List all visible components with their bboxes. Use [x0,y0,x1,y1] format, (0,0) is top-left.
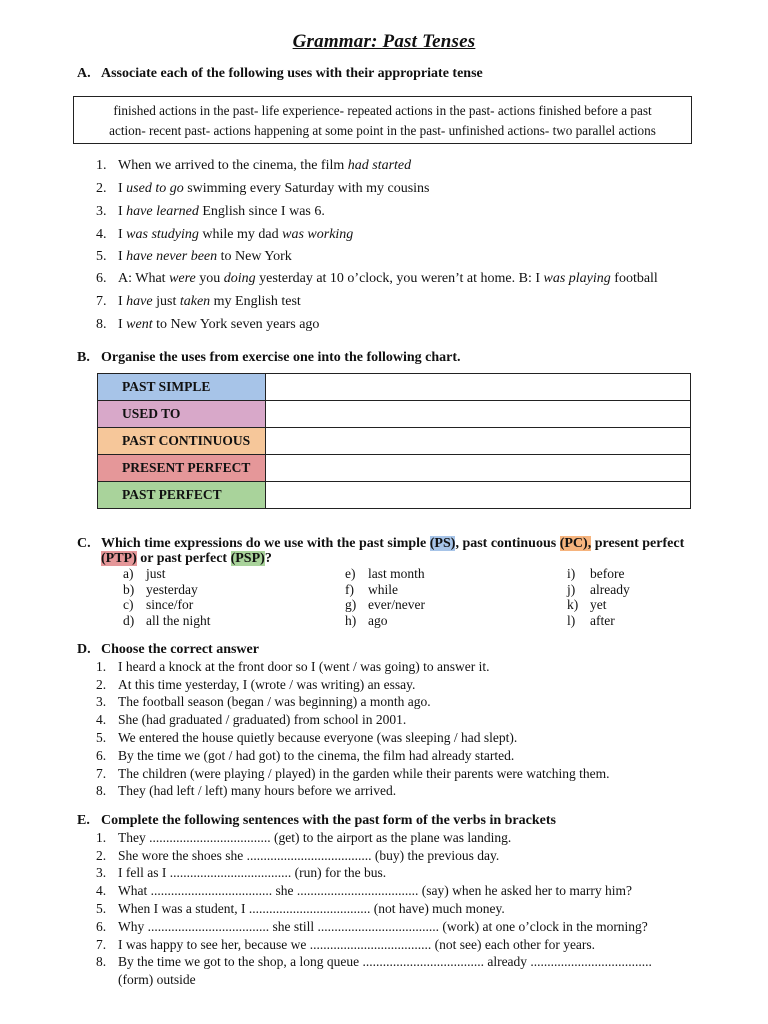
section-letter: C. [77,536,91,551]
list-item: 8. I went to New York seven years ago [96,317,320,332]
list-item: 1. When we arrived to the cinema, the film had started [96,158,412,173]
chart-label-used-to: USED TO [98,401,266,428]
chart-label-past-continuous: PAST CONTINUOUS [98,428,266,455]
list-item: 4. What .................................... she .................................... (say) when he asked her to marry him? [96,883,633,898]
list-item: 7. I was happy to see her, because we .................................... (not see) each other for years. [96,937,596,952]
list-item: 5. I have never been to New York [96,249,292,264]
section-letter: D. [77,642,91,657]
chart-answer-cell[interactable] [266,428,691,455]
list-item: a) just [123,566,166,581]
tag-ps: (PS) [429,536,456,551]
list-item: 6. A: What were you doing yesterday at 10 o’clock, you weren’t at home. B: I was playing football [96,271,658,286]
list-item: i) before [567,566,625,581]
chart-answer-cell[interactable] [266,374,691,401]
list-item: 6. By the time we (got / had got) to the cinema, the film had already started. [96,748,515,763]
section-heading-text: Associate each of the following uses with their appropriate tense [101,66,483,81]
section-heading-text: Complete the following sentences with the past form of the verbs in brackets [101,813,556,828]
uses-box [73,96,692,144]
section-letter: A. [77,66,91,81]
section-d-heading [77,642,259,658]
chart-row [98,482,691,509]
list-item: f) while [345,582,398,597]
list-item: h) ago [345,613,388,628]
chart-label-past-perfect: PAST PERFECT [98,482,266,509]
list-item: l) after [567,613,615,628]
list-item: 7. The children (were playing / played) in the garden while their parents were watching them. [96,766,610,781]
list-item: b) yesterday [123,582,198,597]
list-item: k) yet [567,597,607,612]
list-item-continuation: (form) outside [118,972,196,987]
tense-chart [97,373,691,509]
list-item: 4. I was studying while my dad was working [96,227,354,242]
list-item: g) ever/never [345,597,425,612]
list-item: 2. At this time yesterday, I (wrote / was writing) an essay. [96,677,416,692]
list-item: 1. They .................................... (get) to the airport as the plane was landing. [96,830,512,845]
list-item: c) since/for [123,597,194,612]
tag-ptp: (PTP) [101,551,137,566]
list-item: 8. By the time we got to the shop, a long queue .................................... already .................................... [96,954,652,969]
section-e-heading [77,813,556,829]
chart-row [98,455,691,482]
list-item: 2. She wore the shoes she ..................................... (buy) the previous day. [96,848,500,863]
list-item: 5. We entered the house quietly because everyone (was sleeping / had slept). [96,730,518,745]
chart-answer-cell[interactable] [266,455,691,482]
list-item: 4. She (had graduated / graduated) from school in 2001. [96,712,407,727]
section-heading-text: Choose the correct answer [101,642,259,657]
list-item: 3. The football season (began / was beginning) a month ago. [96,694,431,709]
chart-label-past-simple: PAST SIMPLE [98,374,266,401]
uses-line-1: finished actions in the past- life experience- repeated actions in the past- actions finished before a past [113,103,652,118]
list-item: e) last month [345,566,425,581]
page-title: Grammar: Past Tenses [292,31,476,52]
chart-row [98,374,691,401]
list-item: d) all the night [123,613,211,628]
list-item: j) already [567,582,630,597]
list-item: 3. I have learned English since I was 6. [96,204,325,219]
section-heading-text: Organise the uses from exercise one into the following chart. [101,350,461,365]
chart-label-present-perfect: PRESENT PERFECT [98,455,266,482]
chart-row [98,401,691,428]
tag-pc: (PC), [559,536,592,551]
chart-row [98,428,691,455]
tag-psp: (PSP) [230,551,265,566]
list-item: 6. Why .................................... she still .................................... (work) at one o’clock in the morning? [96,919,648,934]
section-letter: B. [77,350,90,365]
chart-answer-cell[interactable] [266,482,691,509]
list-item: 1. I heard a knock at the front door so I (went / was going) to answer it. [96,659,490,674]
section-a-heading [77,66,483,82]
section-letter: E. [77,813,90,828]
chart-answer-cell[interactable] [266,401,691,428]
list-item: 5. When I was a student, I .................................... (not have) much money. [96,901,505,916]
list-item: 3. I fell as I .................................... (run) for the bus. [96,865,387,880]
list-item: 7. I have just taken my English test [96,294,301,309]
section-b-heading [77,350,461,366]
uses-line-2: action- recent past- actions happening at some point in the past- unfinished actions- two parallel actions [109,123,656,138]
section-c-heading: C. Which time expressions do we use with the past simple (PS), past continuous (PC), present perfect (PTP) or past perfect (PSP)? [77,536,685,566]
list-item: 8. They (had left / left) many hours before we arrived. [96,783,397,798]
list-item: 2. I used to go swimming every Saturday with my cousins [96,181,430,196]
